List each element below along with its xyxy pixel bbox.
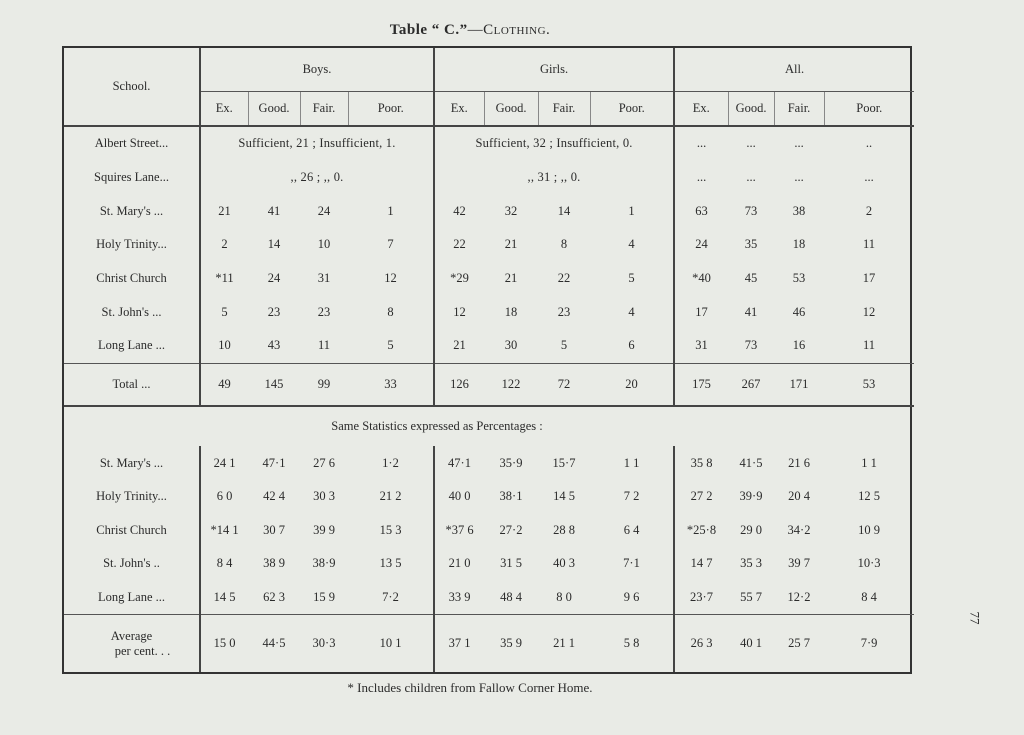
table-cell: 15 9 bbox=[313, 590, 335, 605]
table-cell: 175 bbox=[674, 363, 728, 406]
table-cell: ... bbox=[746, 136, 756, 151]
table-cell: 63 bbox=[695, 203, 708, 218]
table-cell: 7·2 bbox=[348, 581, 434, 615]
table-cell: 17 bbox=[862, 271, 876, 286]
table-cell: 38 bbox=[792, 203, 806, 218]
table-cell: 9 6 bbox=[590, 581, 674, 615]
table-cell: 62 3 bbox=[263, 590, 285, 605]
table-row bbox=[64, 446, 914, 480]
table-cell: 267 bbox=[728, 363, 774, 406]
school-name: Christ Church bbox=[64, 513, 200, 547]
table-cell: ... bbox=[696, 170, 707, 185]
table-row bbox=[64, 126, 914, 161]
table-cell: 12 5 bbox=[858, 489, 880, 504]
boys-summary: Sufficient, 21 ; Insufficient, 1. bbox=[200, 126, 434, 161]
boys-summary: ,, 26 ; ,, 0. bbox=[200, 161, 434, 195]
table-cell: 29 0 bbox=[740, 522, 762, 537]
table-cell: 33 bbox=[348, 363, 434, 406]
table-cell: 8 4 bbox=[861, 590, 877, 605]
table-cell: 21 bbox=[504, 271, 518, 286]
table-cell: 145 bbox=[248, 363, 300, 406]
table-row bbox=[64, 194, 914, 228]
table-cell: 35 bbox=[744, 237, 758, 252]
table-cell: ... bbox=[794, 136, 804, 151]
spacer-cell bbox=[64, 406, 200, 446]
table-cell: 5 bbox=[560, 338, 568, 353]
school-name: Long Lane ... bbox=[64, 329, 200, 363]
table-cell: 12 bbox=[453, 304, 466, 319]
table-cell: 24 bbox=[695, 237, 708, 252]
table-cell: 11 bbox=[863, 338, 876, 353]
table-cell: 16 bbox=[792, 338, 806, 353]
school-name: St. John's ... bbox=[64, 295, 200, 329]
col-header: Ex. bbox=[200, 92, 248, 126]
table-cell: 14 5 bbox=[553, 489, 575, 504]
table-cell: 18 bbox=[504, 304, 518, 319]
table-cell: 40 3 bbox=[553, 556, 575, 571]
table-cell: 43 bbox=[267, 338, 281, 353]
page-title bbox=[0, 22, 940, 39]
table-cell: *11 bbox=[215, 271, 234, 286]
col-header: Good. bbox=[728, 92, 774, 126]
table-cell: 30·3 bbox=[300, 615, 348, 672]
school-name: Long Lane ... bbox=[64, 581, 200, 615]
table-cell: 22 bbox=[557, 271, 571, 286]
girls-summary: Sufficient, 32 ; Insufficient, 0. bbox=[434, 126, 674, 161]
table-cell: 5 8 bbox=[590, 615, 674, 672]
table-cell: 5 bbox=[221, 304, 228, 319]
table-row bbox=[64, 228, 914, 262]
page-number: 77 bbox=[967, 611, 983, 625]
table-cell: 24 bbox=[267, 271, 281, 286]
table-cell: *37 6 bbox=[445, 522, 474, 537]
table-cell: 48 4 bbox=[500, 590, 522, 605]
table-cell: 28 8 bbox=[553, 522, 575, 537]
table-cell: 47·1 bbox=[448, 455, 471, 470]
clothing-table bbox=[62, 46, 912, 674]
table-row bbox=[64, 329, 914, 363]
table-row bbox=[64, 480, 914, 514]
group-header-girls: Girls. bbox=[434, 48, 674, 92]
table-cell: 14 7 bbox=[690, 556, 713, 571]
table-cell: 55 7 bbox=[740, 590, 762, 605]
table-cell: 30 3 bbox=[313, 489, 335, 504]
table-cell: 27·2 bbox=[499, 522, 523, 537]
table-cell: 41·5 bbox=[739, 455, 763, 470]
table-cell: 10 9 bbox=[858, 522, 880, 537]
table-cell: 1·2 bbox=[348, 446, 434, 480]
col-header: Ex. bbox=[674, 92, 728, 126]
table-cell: 31 bbox=[695, 338, 708, 353]
table-cell: 126 bbox=[434, 363, 484, 406]
table-cell: 37 1 bbox=[434, 615, 484, 672]
table-cell: *29 bbox=[450, 271, 469, 286]
col-header: Good. bbox=[248, 92, 300, 126]
table-cell: 5 bbox=[348, 329, 434, 363]
average-label bbox=[64, 615, 200, 672]
average-label-line1: Average bbox=[110, 628, 153, 643]
table-cell: 53 bbox=[792, 271, 806, 286]
col-header: Fair. bbox=[538, 92, 590, 126]
table-cell: 15 0 bbox=[200, 615, 248, 672]
col-header: Poor. bbox=[824, 92, 914, 126]
table-cell: 31 bbox=[317, 271, 331, 286]
table-cell: *14 1 bbox=[210, 522, 239, 537]
table-cell: 14 bbox=[267, 237, 281, 252]
table-cell: 42 bbox=[453, 203, 466, 218]
table-cell: 2 bbox=[221, 237, 228, 252]
table-cell: 14 bbox=[557, 203, 571, 218]
table-row bbox=[64, 547, 914, 581]
school-name: Total ... bbox=[64, 363, 200, 406]
table-cell: 34·2 bbox=[787, 522, 811, 537]
table-cell: 40 0 bbox=[448, 489, 471, 504]
col-header: Poor. bbox=[348, 92, 434, 126]
table-cell: 7 2 bbox=[590, 480, 674, 514]
table-cell: 4 bbox=[590, 228, 674, 262]
table-cell: ... bbox=[864, 170, 874, 185]
data-table bbox=[64, 48, 914, 672]
table-cell: 99 bbox=[300, 363, 348, 406]
table-cell: 21 6 bbox=[788, 455, 810, 470]
table-cell: 23 bbox=[317, 304, 331, 319]
table-cell: 12 bbox=[348, 262, 434, 296]
group-header-all: All. bbox=[674, 48, 914, 92]
table-cell: 27 6 bbox=[313, 455, 335, 470]
table-cell: 4 bbox=[590, 295, 674, 329]
col-header: Fair. bbox=[774, 92, 824, 126]
table-cell: 33 9 bbox=[448, 590, 471, 605]
table-cell: 7·9 bbox=[824, 615, 914, 672]
table-cell: 6 bbox=[590, 329, 674, 363]
table-cell: 27 2 bbox=[690, 489, 713, 504]
table-cell: 24 bbox=[317, 203, 331, 218]
table-cell: 25 7 bbox=[774, 615, 824, 672]
table-cell: 38·9 bbox=[312, 556, 336, 571]
table-cell: 42 4 bbox=[263, 489, 285, 504]
col-header: Fair. bbox=[300, 92, 348, 126]
footnote: * Includes children from Fallow Corner Home. bbox=[347, 680, 593, 695]
title-main: Table “ C.” bbox=[389, 22, 468, 38]
table-row bbox=[64, 513, 914, 547]
table-cell: 10 bbox=[317, 237, 331, 252]
col-header: Poor. bbox=[590, 92, 674, 126]
table-cell: 8 0 bbox=[556, 590, 572, 605]
table-cell: 6 0 bbox=[216, 489, 233, 504]
school-name: Squires Lane... bbox=[64, 161, 200, 195]
school-name: Albert Street... bbox=[64, 126, 200, 161]
school-name: Holy Trinity... bbox=[64, 480, 200, 514]
table-cell: 38·1 bbox=[499, 489, 523, 504]
table-cell: ... bbox=[696, 136, 707, 151]
table-cell: 30 7 bbox=[263, 522, 285, 537]
table-cell: 2 bbox=[865, 203, 873, 218]
table-cell: 39 9 bbox=[313, 522, 335, 537]
table-cell: 32 bbox=[504, 203, 518, 218]
table-cell: 10 1 bbox=[348, 615, 434, 672]
table-cell: 23 bbox=[557, 304, 571, 319]
table-cell: 21 1 bbox=[538, 615, 590, 672]
table-cell: 53 bbox=[824, 363, 914, 406]
table-cell: 14 5 bbox=[213, 590, 236, 605]
table-cell: 35 3 bbox=[740, 556, 762, 571]
table-cell: 73 bbox=[744, 338, 758, 353]
table-cell: 1 1 bbox=[861, 455, 877, 470]
table-cell: 22 bbox=[453, 237, 466, 252]
table-cell: ... bbox=[794, 170, 804, 185]
table-cell: 30 bbox=[504, 338, 518, 353]
table-row bbox=[64, 161, 914, 195]
average-label-line2: per cent. . . bbox=[114, 643, 171, 658]
col-header: Good. bbox=[484, 92, 538, 126]
school-name: St. Mary's ... bbox=[64, 194, 200, 228]
school-header: School. bbox=[64, 48, 200, 126]
title-sub: —Clothing. bbox=[467, 22, 551, 38]
school-name: St. Mary's ... bbox=[64, 446, 200, 480]
table-cell: 1 bbox=[590, 194, 674, 228]
table-cell: 18 bbox=[792, 237, 806, 252]
table-cell: *25·8 bbox=[686, 522, 717, 537]
table-cell: 35·9 bbox=[499, 455, 523, 470]
table-cell: 45 bbox=[744, 271, 758, 286]
table-cell: 171 bbox=[774, 363, 824, 406]
table-cell: 15 3 bbox=[348, 513, 434, 547]
table-cell: 46 bbox=[792, 304, 806, 319]
table-cell: 21 bbox=[218, 203, 231, 218]
school-name: Christ Church bbox=[64, 262, 200, 296]
table-cell: 41 bbox=[267, 203, 281, 218]
table-cell: 1 1 bbox=[590, 446, 674, 480]
table-cell: 6 4 bbox=[590, 513, 674, 547]
table-cell: 39·9 bbox=[739, 489, 763, 504]
school-name: St. John's .. bbox=[64, 547, 200, 581]
table-cell: 72 bbox=[538, 363, 590, 406]
table-cell: 39 7 bbox=[788, 556, 810, 571]
table-cell: 8 4 bbox=[216, 556, 233, 571]
table-cell: 23·7 bbox=[690, 590, 713, 605]
table-cell: 31 5 bbox=[500, 556, 522, 571]
table-cell: 7·1 bbox=[590, 547, 674, 581]
table-cell: 41 bbox=[744, 304, 758, 319]
table-cell: 8 bbox=[348, 295, 434, 329]
table-row bbox=[64, 262, 914, 296]
table-cell: 11 bbox=[863, 237, 876, 252]
average-row bbox=[64, 615, 914, 672]
percentages-heading: Same Statistics expressed as Percentages : bbox=[331, 419, 543, 434]
table-cell: 47·1 bbox=[262, 455, 286, 470]
table-cell: 8 bbox=[560, 237, 568, 252]
total-row bbox=[64, 363, 914, 406]
group-header-boys: Boys. bbox=[200, 48, 434, 92]
table-cell: 40 1 bbox=[728, 615, 774, 672]
table-cell: 10·3 bbox=[857, 556, 881, 571]
table-cell: 15·7 bbox=[552, 455, 576, 470]
table-cell: 12 bbox=[862, 304, 876, 319]
table-cell: 11 bbox=[317, 338, 331, 353]
table-cell: 73 bbox=[744, 203, 758, 218]
table-cell: 122 bbox=[484, 363, 538, 406]
table-cell: 35 9 bbox=[484, 615, 538, 672]
table-row bbox=[64, 581, 914, 615]
spacer-cell bbox=[674, 406, 914, 446]
girls-summary: ,, 31 ; ,, 0. bbox=[434, 161, 674, 195]
table-cell: 35 8 bbox=[690, 455, 713, 470]
table-cell: 5 bbox=[590, 262, 674, 296]
table-cell: 24 1 bbox=[213, 455, 236, 470]
table-cell: ... bbox=[746, 170, 756, 185]
table-cell: 7 bbox=[348, 228, 434, 262]
school-name: Holy Trinity... bbox=[64, 228, 200, 262]
table-cell: 44·5 bbox=[248, 615, 300, 672]
table-cell: 17 bbox=[695, 304, 708, 319]
table-cell: 21 0 bbox=[448, 556, 471, 571]
table-cell: 10 bbox=[218, 338, 231, 353]
table-cell: 20 bbox=[590, 363, 674, 406]
table-row bbox=[64, 295, 914, 329]
table-cell: 38 9 bbox=[263, 556, 285, 571]
table-cell: 1 bbox=[348, 194, 434, 228]
table-cell: 21 2 bbox=[348, 480, 434, 514]
table-cell: 13 5 bbox=[348, 547, 434, 581]
table-cell: 49 bbox=[200, 363, 248, 406]
table-cell: 12·2 bbox=[787, 590, 811, 605]
table-cell: 21 bbox=[453, 338, 466, 353]
table-cell: 20 4 bbox=[788, 489, 810, 504]
table-cell: 21 bbox=[504, 237, 518, 252]
col-header: Ex. bbox=[434, 92, 484, 126]
table-cell: 23 bbox=[267, 304, 281, 319]
table-cell: 26 3 bbox=[674, 615, 728, 672]
table-cell: .. bbox=[865, 136, 873, 151]
table-cell: *40 bbox=[692, 271, 711, 286]
